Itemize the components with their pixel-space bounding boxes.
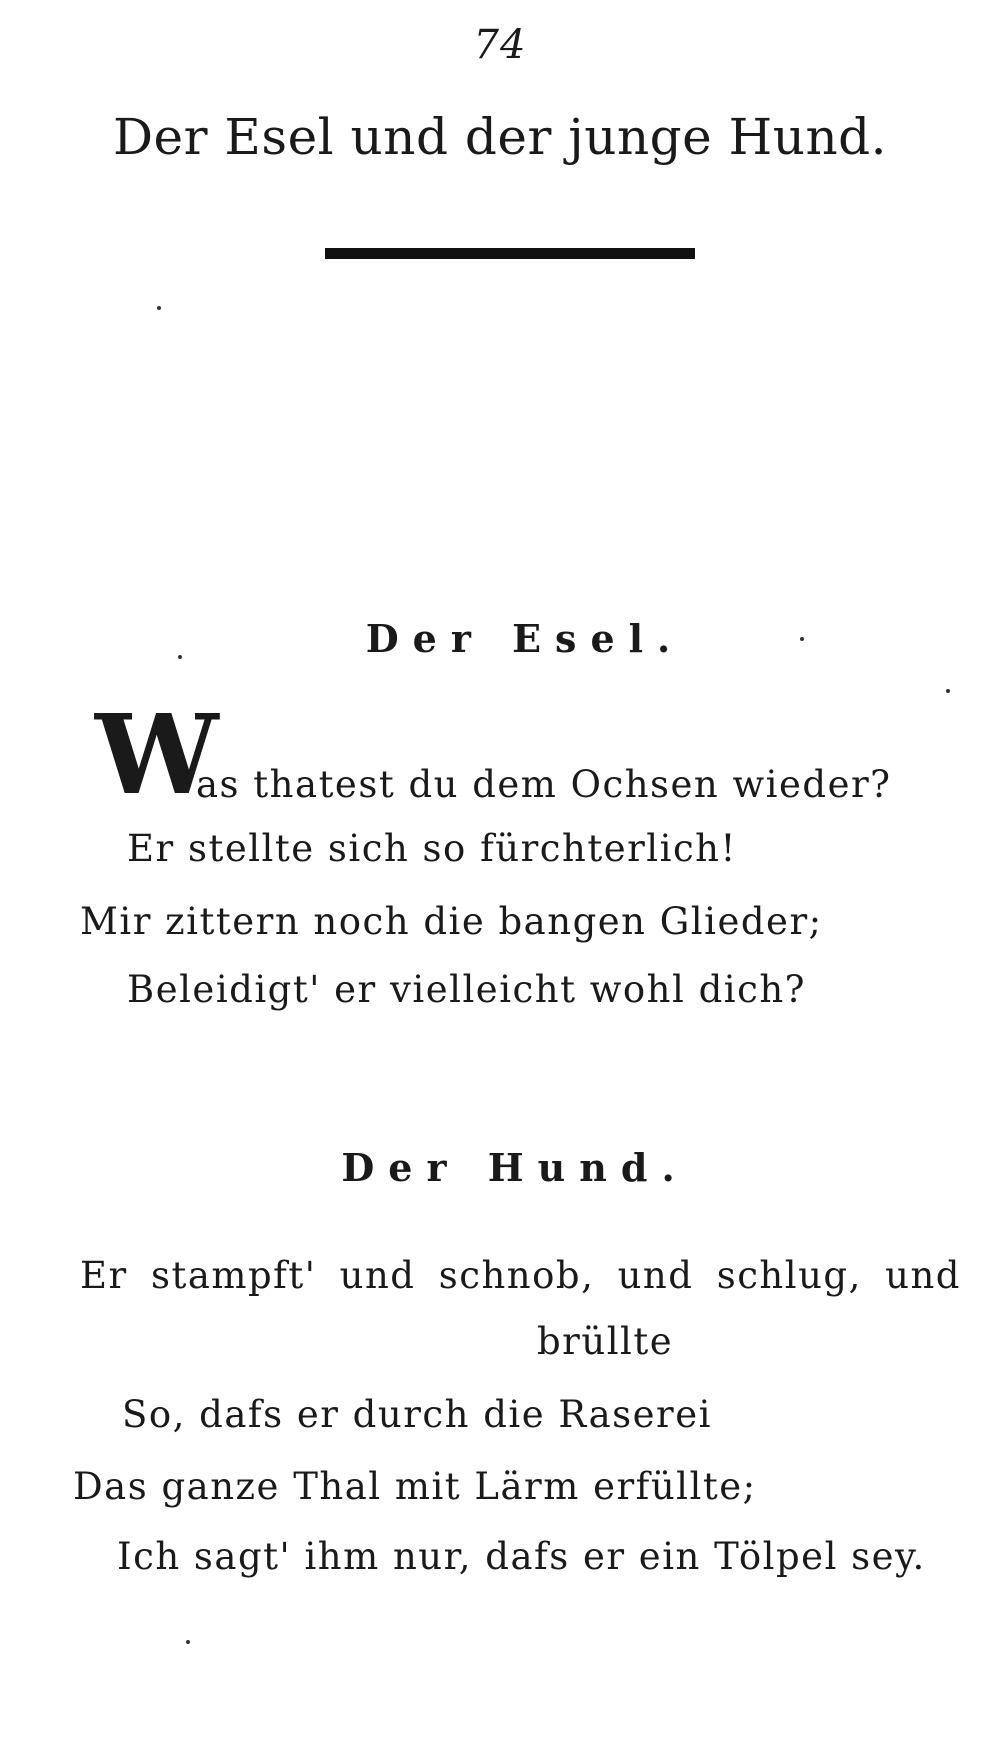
verse-line: Beleidigt' er vielleicht wohl dich?	[127, 968, 806, 1011]
verse-line: Das ganze Thal mit Lärm erfüllte;	[73, 1465, 757, 1508]
verse-line: Er stellte sich so fürchterlich!	[127, 827, 737, 870]
print-speck	[186, 1640, 190, 1644]
page-number: 74	[473, 22, 527, 68]
print-speck	[157, 306, 161, 310]
title-rule	[325, 248, 695, 259]
verse-line: So, dafs er durch die Raserei	[122, 1393, 712, 1436]
verse-line: Ich sagt' ihm nur, dafs er ein Tölpel sey.	[117, 1535, 926, 1578]
verse-line: as thatest du dem Ochsen wieder?	[196, 763, 892, 806]
print-speck	[946, 689, 950, 693]
speaker-heading-hund: Der Hund.	[341, 1145, 689, 1190]
verse-line: Mir zittern noch die bangen Glieder;	[80, 900, 823, 943]
verse-line: Er stampft' und schnob, und schlug, und	[80, 1254, 961, 1297]
poem-title: Der Esel und der junge Hund.	[112, 108, 888, 166]
speaker-heading-esel: Der Esel.	[365, 616, 685, 661]
verse-line-continuation: brüllte	[537, 1320, 674, 1363]
drop-cap: W	[95, 690, 219, 819]
